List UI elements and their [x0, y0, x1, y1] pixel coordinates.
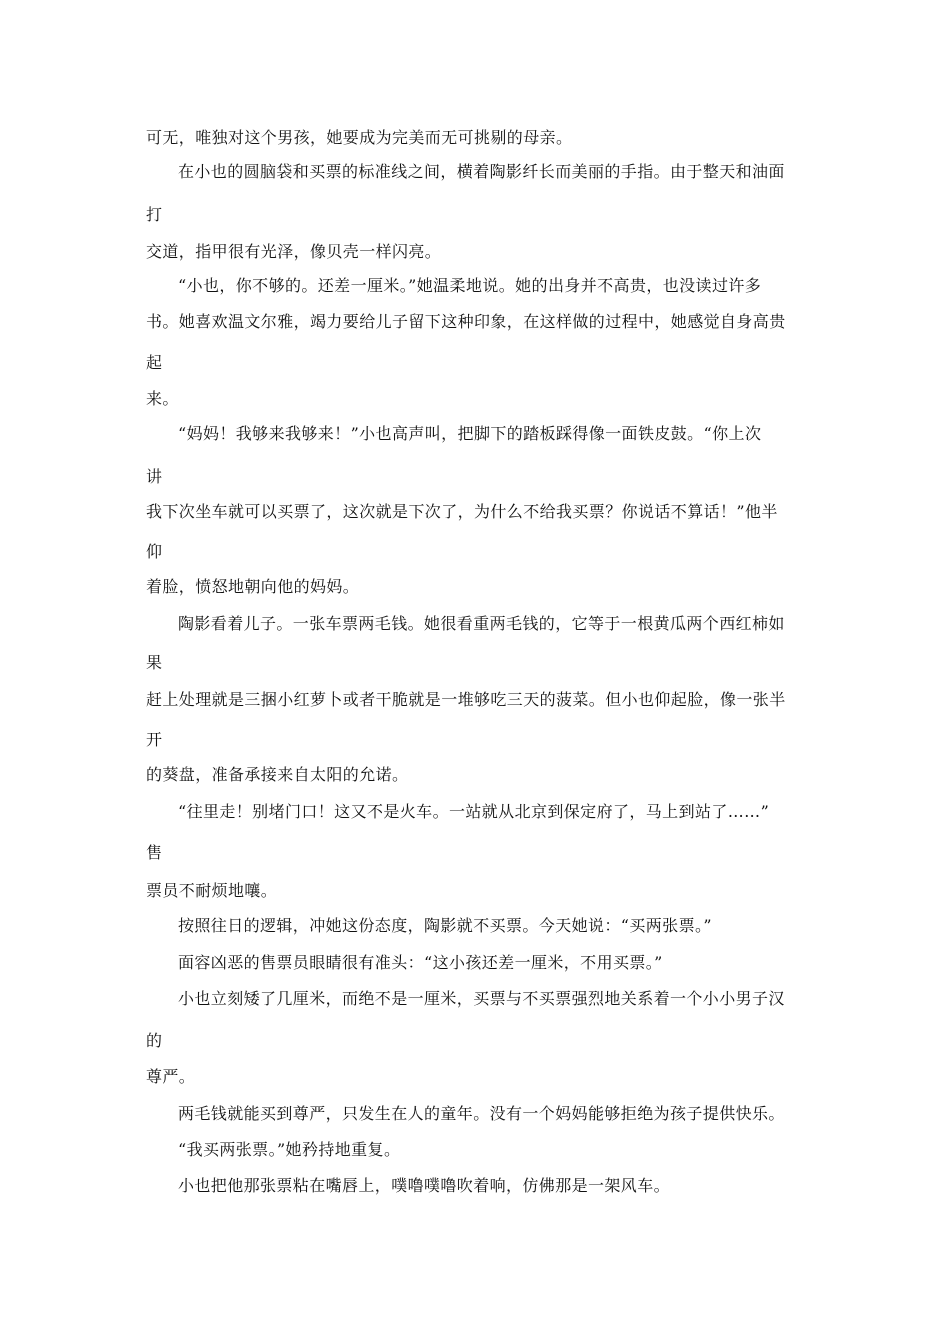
paragraph-start: 小也立刻矮了几厘米，而绝不是一厘米，买票与不买票强烈地关系着一个小小男子汉	[178, 989, 785, 1008]
text-line: 售	[146, 843, 163, 862]
text-line: 票员不耐烦地嚷。	[146, 881, 278, 900]
paragraph-start: “小也，你不够的。还差一厘米。”她温柔地说。她的出身并不高贵，也没读过许多	[178, 276, 762, 295]
text-line: 的	[146, 1031, 163, 1050]
text-line: 我下次坐车就可以买票了，这次就是下次了，为什么不给我买票？你说话不算话！”他半	[146, 502, 778, 521]
text-line: 可无，唯独对这个男孩，她要成为完美而无可挑剔的母亲。	[146, 128, 573, 147]
paragraph-start: 在小也的圆脑袋和买票的标准线之间，横着陶影纤长而美丽的手指。由于整天和油面	[178, 162, 785, 181]
paragraph-start: “妈妈！我够来我够来！”小也高声叫，把脚下的踏板踩得像一面铁皮鼓。“你上次	[178, 424, 762, 443]
text-line: 仰	[146, 542, 163, 561]
text-line: 来。	[146, 389, 179, 408]
paragraph-start: 小也把他那张票粘在嘴唇上，噗噜噗噜吹着响，仿佛那是一架风车。	[178, 1176, 671, 1195]
paragraph-start: 陶影看着儿子。一张车票两毛钱。她很看重两毛钱的，它等于一根黄瓜两个西红柿如	[178, 614, 785, 633]
text-line: 起	[146, 353, 163, 372]
text-line: 尊严。	[146, 1067, 196, 1086]
text-line: 开	[146, 730, 163, 749]
text-line: 书。她喜欢温文尔雅，竭力要给儿子留下这种印象，在这样做的过程中，她感觉自身高贵	[146, 312, 786, 331]
text-line: 讲	[146, 467, 163, 486]
paragraph-start: “往里走！别堵门口！这又不是火车。一站就从北京到保定府了，马上到站了……”	[178, 802, 770, 821]
paragraph-start: 面容凶恶的售票员眼睛很有准头：“这小孩还差一厘米，不用买票。”	[178, 953, 663, 972]
text-line: 赶上处理就是三捆小红萝卜或者干脆就是一堆够吃三天的菠菜。但小也仰起脸，像一张半	[146, 690, 786, 709]
paragraph-start: “我买两张票。”她矜持地重复。	[178, 1140, 401, 1159]
paragraph-start: 按照往日的逻辑，冲她这份态度，陶影就不买票。今天她说：“买两张票。”	[178, 916, 712, 935]
text-line: 打	[146, 205, 163, 224]
paragraph-start: 两毛钱就能买到尊严，只发生在人的童年。没有一个妈妈能够拒绝为孩子提供快乐。	[178, 1104, 785, 1123]
text-line: 的葵盘，准备承接来自太阳的允诺。	[146, 765, 409, 784]
text-line: 果	[146, 653, 163, 672]
text-line: 交道，指甲很有光泽，像贝壳一样闪亮。	[146, 242, 442, 261]
text-line: 着脸，愤怒地朝向他的妈妈。	[146, 577, 360, 596]
